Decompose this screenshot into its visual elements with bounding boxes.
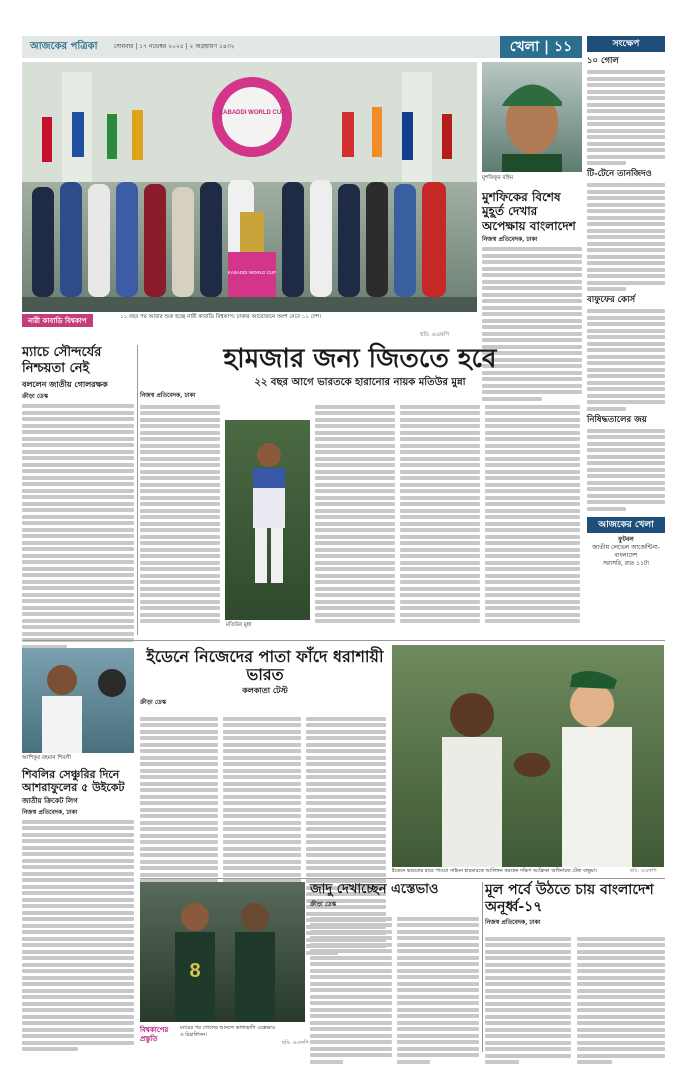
hamza-body-col4 [485,402,580,626]
eden-photo-caption: ইডেনে ভারতের হারে পাওয়া সাইমন হারমারকে আলিঙ্গন করছেন দক্ষিণ আফ্রিকা অধিনায়ক টেম্বা বাভুমা। [392,868,597,874]
mushfiq-headline: মুশফিকের বিশেষ মুহূর্ত দেখার অপেক্ষায় বাংলাদেশ [482,190,576,233]
rule-h2 [140,878,665,879]
masthead [22,36,582,58]
estevao-credit: ছবি: এএফপি [282,1040,309,1046]
estevao-photo [140,882,305,1022]
eden-photo [392,645,664,867]
kabaddi-logo-text: KABADDI WORLD CUP [218,110,286,116]
shibli-body [22,820,134,1052]
brief-4-title: নিষিদ্ধতালের জয় [587,414,647,425]
kabaddi-banner: নারী কাবাডি বিশ্বকাপ [22,314,93,327]
eden-byline: ক্রীড়া ডেস্ক [140,698,167,706]
kabaddi-scene [22,62,477,312]
section-name: খেলা [509,38,540,55]
paper-name: আজকের পত্রিকা [30,41,98,53]
hamza-body-col3 [400,402,480,626]
issue-date: সোমবার | ১৭ নভেম্বর ২০২৫ | ২ অগ্রহায়ণ ১৪৩২ [113,42,235,50]
shibli-headline: শিবলির সেঞ্চুরির দিনে আশরাফুলের ৫ উইকেট [22,768,125,795]
eden-headline: ইডেনে নিজেদের পাতা ফাঁদে ধরাশায়ী ভারত [146,647,384,685]
u17-headline: মূল পর্বে উঠতে চায় বাংলাদেশ অনূর্ধ্ব-১৭ [485,882,654,915]
eden-kicker: কলকাতা টেস্ট [242,684,288,695]
kabaddi-credit: ছবি: এএফপি [420,332,450,338]
fixture-box [587,536,665,568]
beauty-story [22,345,134,651]
estevao-byline: ক্রীড়া ডেস্ক [310,900,337,908]
hamza-photo-caption: মতিউর মুন্না [226,622,252,628]
section-tag: খেলা | ১১ [500,36,582,58]
estevao-tag: বিশ্বকাপের প্রস্তুতি [140,1025,169,1044]
hamza-subhead: ২২ বছর আগে ভারতকে হারানোর নায়ক মতিউর মুন্না [254,376,466,388]
mushfiq-byline: নিজস্ব প্রতিবেদক, ঢাকা [482,236,538,244]
hamza-story [140,345,580,389]
estevao-story [310,882,480,912]
brief-1-title: ১০ গোল [587,56,619,67]
rule-v1 [137,345,138,635]
estevao-body-col1 [310,914,392,1066]
kabaddi-caption: ১১ বছর পর আবার শুরু হচ্ছে নারী কাবাডি বিশ্বকাপ। ঢাকার আয়োজনে অংশ নেবে ১১ দেশ। [120,314,321,320]
fixture-match: জাতীয় লেভেল আর্জেন্টিনা-বাংলাদেশ [592,543,660,559]
shibli-subhead: জাতীয় ক্রিকেট লিগ [22,796,78,806]
eden-credit: ছবি: এএফপি [630,868,657,874]
jersey-number: 8 [189,960,201,982]
shibli-story [22,768,134,1054]
brief-title: সংক্ষেপ [587,36,665,52]
eden-story [140,648,390,710]
mushfiq-photo [482,62,582,172]
fixture-time: সরাসরি, রাত ১১টা [602,559,650,567]
hamza-body-col1 [140,402,220,626]
brief-2-title: টি-টেনে তানজিদও [587,169,652,180]
estevao-body-col2 [397,914,479,1066]
fixture-title: আজকের খেলা [587,517,665,533]
estevao-caption: ম্যাচের পর গোলের আনন্দে ভাগাভাগি এস্তেভাও ও রিচার্লিসন। [180,1025,276,1038]
beauty-subhead: বললেন জাতীয় গোলরক্ষক [22,379,108,390]
beauty-headline: ম্যাচে সৌন্দর্যের নিশ্চয়তা নেই [22,345,102,376]
rule-h1 [22,640,665,641]
u17-story [485,882,665,930]
hamza-byline: নিজস্ব প্রতিবেদক, ঢাকা [140,392,196,399]
trophy-text: KABADDI WORLD CUP [227,270,277,275]
beauty-byline: ক্রীড়া ডেস্ক [22,392,49,400]
brief-sidebar [587,36,665,568]
kabaddi-photo [22,62,477,312]
hamza-photo [225,420,310,620]
u17-body-col1 [485,934,571,1067]
hamza-body-col2 [315,402,395,626]
fixture-sport: ফুটবল [618,535,634,543]
shibli-photo [22,648,134,753]
beauty-body [22,404,134,649]
page-number: ১১ [554,38,573,55]
brief-3-title: বাফুফের কোর্স [587,295,636,306]
rule-v2 [482,882,483,1052]
shibli-photo-caption: আশিকুর রহমান শিবলী [22,755,72,761]
estevao-headline: জাদু দেখাচ্ছেন এস্তেভাও [310,882,439,897]
shibli-byline: নিজস্ব প্রতিবেদক, ঢাকা [22,808,78,816]
u17-byline: নিজস্ব প্রতিবেদক, ঢাকা [485,918,541,926]
hamza-headline: হামজার জন্য জিততে হবে [223,344,497,374]
u17-body-col2 [577,934,665,1067]
mushfiq-photo-caption: মুশফিকুর রহিম [482,175,514,181]
